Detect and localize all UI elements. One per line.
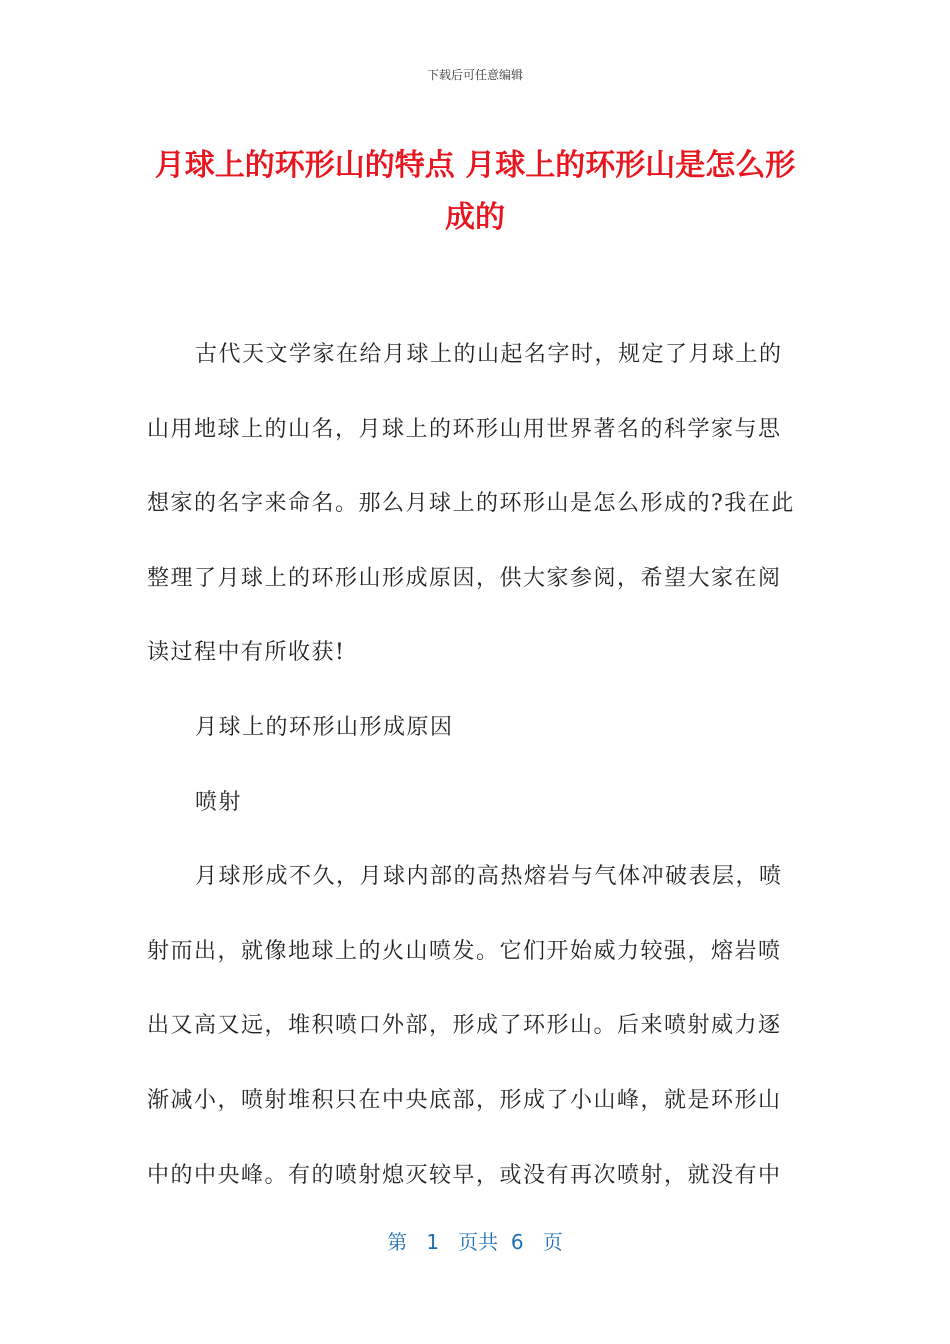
paragraph-eruption [147, 840, 807, 1213]
text-line: 月球形成不久，月球内部的高热熔岩与气体冲破表层，喷 [195, 864, 783, 890]
text-line: 整理了月球上的环形山形成原因，供大家参阅，希望大家在阅 [147, 565, 782, 591]
text-line: 月球上的环形山形成原因 [195, 714, 454, 740]
subsection-heading [147, 766, 807, 841]
total-pages-number: 6 [510, 1230, 524, 1254]
text-line: 古代天文学家在给月球上的山起名字时，规定了月球上的 [195, 342, 783, 367]
document-body [147, 318, 807, 1213]
text-line: 山用地球上的山名，月球上的环形山用世界著名的科学家与思 [147, 416, 782, 442]
header-note: 下载后可任意编辑 [426, 68, 523, 82]
text-line: 喷射 [195, 789, 243, 815]
text-line: 想家的名字来命名。那么月球上的环形山是怎么形成的?我在此 [147, 491, 795, 517]
text-line: 出又高又远，堆积喷口外部，形成了环形山。后来喷射威力逐 [147, 1013, 782, 1039]
text-line: 读过程中有所收获! [147, 640, 346, 666]
page-footer [0, 1226, 950, 1255]
footer-suffix: 页 [542, 1230, 563, 1254]
text-line: 中的中央峰。有的喷射熄灭较早，或没有再次喷射，就没有中 [147, 1162, 782, 1188]
current-page-number: 1 [426, 1230, 440, 1254]
paragraph-intro [147, 318, 807, 691]
footer-middle: 页共 [458, 1230, 499, 1254]
section-heading [147, 691, 807, 766]
document-title: 月球上的环形山的特点 月球上的环形山是怎么形成的 [154, 148, 796, 235]
text-line: 渐减小，喷射堆积只在中央底部，形成了小山峰，就是环形山 [147, 1087, 782, 1113]
text-line: 射而出，就像地球上的火山喷发。它们开始威力较强，熔岩喷 [147, 938, 782, 964]
footer-prefix: 第 [387, 1230, 408, 1254]
